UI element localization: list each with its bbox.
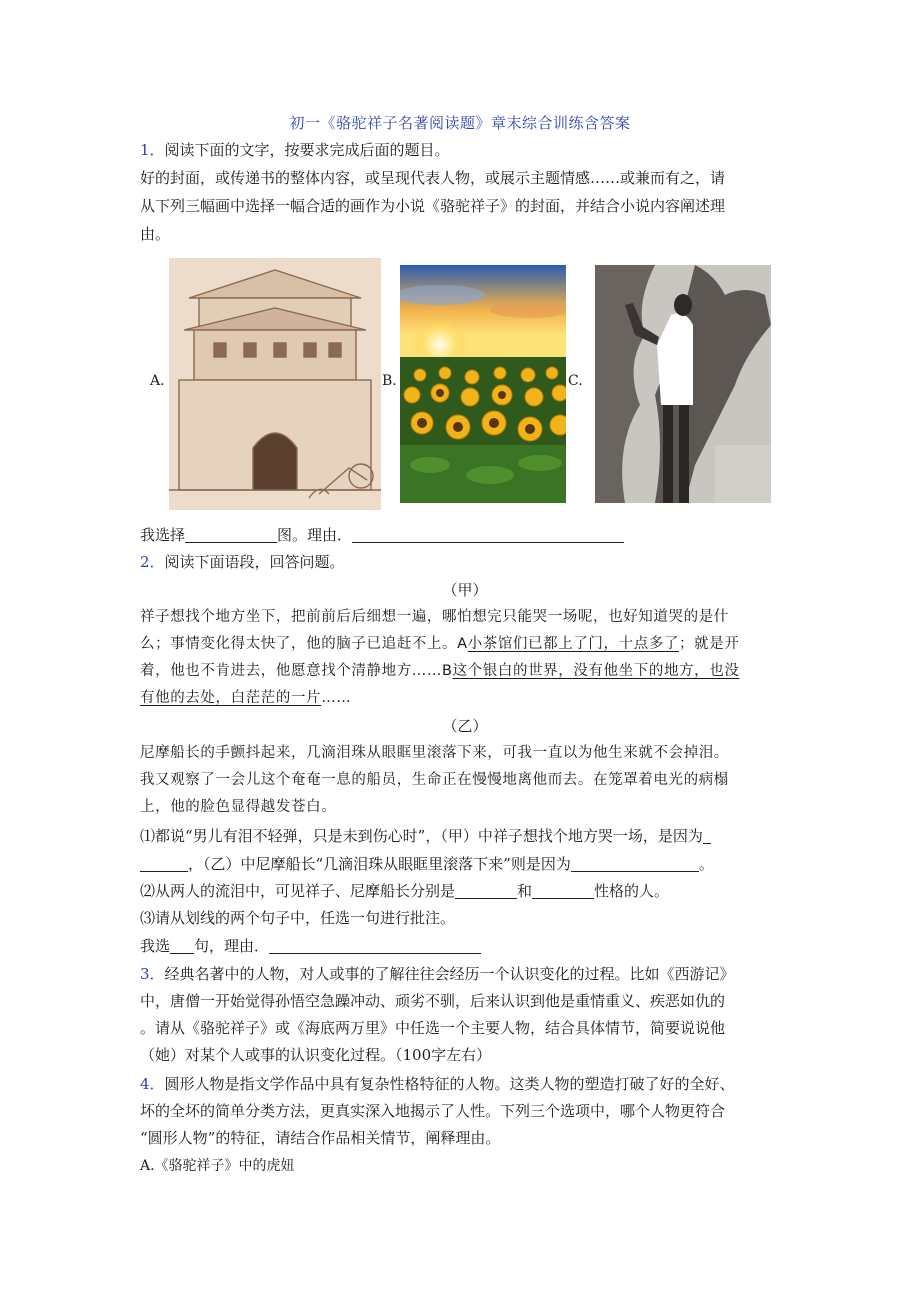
q2-sub1-blank-a-start[interactable] bbox=[703, 827, 711, 844]
q3-line-4: （她）对某个人或事的认识变化过程。（100字左右） bbox=[140, 1046, 492, 1064]
image-b-label: B. bbox=[382, 373, 397, 389]
passage-jia-line-1: 祥子想找个地方坐下，把前前后后细想一遍，哪怕想完只能哭一场呢，也好知道哭的是什 bbox=[140, 609, 729, 625]
q2-sub2-blank-a[interactable] bbox=[455, 882, 517, 899]
passage-jia-text: 么；事情变化得太快了，他的脑子已追赶不上。A bbox=[140, 636, 468, 652]
q2-sub2-end: 性格的人。 bbox=[594, 882, 670, 900]
q3-number: 3． bbox=[140, 965, 165, 983]
q1-body-line-1: 好的封面，或传递书的整体内容，或呈现代表人物，或展示主题情感……或兼而有之，请 bbox=[140, 169, 726, 187]
passage-jia-line-3 bbox=[140, 658, 790, 684]
q1-prompt-line bbox=[140, 137, 790, 163]
q3-text: 经典名著中的人物，对人或事的了解往往会经历一个认识变化的过程。比如《西游记》 bbox=[164, 965, 735, 983]
q4-number: 4． bbox=[140, 1075, 165, 1093]
q2-answer-mid: 句，理由． bbox=[194, 937, 270, 955]
q1-answer-line bbox=[140, 522, 790, 548]
passage-jia-heading: （甲） bbox=[442, 581, 488, 599]
q1-number: 1． bbox=[140, 141, 165, 159]
q2-answer-line bbox=[140, 933, 790, 959]
q2-sub1-line-1 bbox=[140, 823, 790, 849]
image-a-city-gate-sketch bbox=[169, 258, 381, 510]
q2-sub2-blank-b[interactable] bbox=[532, 882, 594, 899]
q2-sub3-line: ⑶请从划线的两个句子中，任选一句进行批注。 bbox=[140, 909, 456, 927]
page-title: 初一《骆驼祥子名著阅读题》章末综合训练含答案 bbox=[289, 114, 631, 132]
image-a-label: A. bbox=[150, 373, 165, 389]
passage-jia-line-2 bbox=[140, 631, 790, 657]
q2-sub2-and: 和 bbox=[517, 882, 533, 900]
q4-line-1 bbox=[140, 1071, 790, 1097]
q1-prompt: 阅读下面的文字，按要求完成后面的题目。 bbox=[164, 141, 450, 159]
q2-sub1-line-2 bbox=[140, 851, 790, 877]
passage-yi-heading: （乙） bbox=[442, 717, 488, 735]
q4-line-3: “圆形人物”的特征，请结合作品相关情节，阐释理由。 bbox=[140, 1129, 501, 1147]
q1-answer-mid: 图。理由． bbox=[277, 526, 353, 544]
passage-jia-text: 着，他也不肯进去，他愿意找个清静地方……B bbox=[140, 663, 453, 679]
q2-sentence-blank[interactable] bbox=[170, 937, 194, 954]
q2-prompt-line bbox=[140, 549, 790, 575]
passage-yi-line-1: 尼摩船长的手颤抖起来，几滴泪珠从眼眶里滚落下来，可我一直以为他生来就不会掉泪。 bbox=[140, 745, 729, 761]
q2-answer-prefix: 我选 bbox=[140, 937, 171, 955]
q2-sub1-blank-b[interactable] bbox=[571, 855, 699, 872]
image-c-label: C. bbox=[568, 373, 583, 389]
q1-reason-blank[interactable] bbox=[352, 526, 624, 543]
q2-sub1-text-2: ，（乙）中尼摩船长“几滴泪珠从眼眶里滚落下来”则是因为 bbox=[188, 855, 571, 873]
image-c-camel-shadow-painting bbox=[595, 265, 771, 503]
underlined-sentence-b-cont: 有他的去处，白茫茫的一片 bbox=[140, 690, 322, 706]
q1-body-line-2: 从下列三幅画中选择一幅合适的画作为小说《骆驼祥子》的封面，并结合小说内容阐述理 bbox=[140, 197, 726, 215]
q4-option-a: A.《骆驼祥子》中的虎妞 bbox=[140, 1158, 295, 1174]
q1-body-line-3: 由。 bbox=[140, 225, 171, 243]
passage-jia-line-4 bbox=[140, 685, 790, 711]
q3-line-3: 。请从《骆驼祥子》或《海底两万里》中任选一个主要人物，结合具体情节，简要说说他 bbox=[140, 1019, 726, 1037]
passage-yi-line-2: 我又观察了一会儿这个奄奄一息的船员，生命正在慢慢地离他而去。在笼罩着电光的病榻 bbox=[140, 772, 729, 788]
passage-jia-text: …… bbox=[321, 690, 352, 706]
q2-prompt: 阅读下面语段，回答问题。 bbox=[164, 553, 345, 571]
q2-sub2-text: ⑵从两人的流泪中，可见祥子、尼摩船长分别是 bbox=[140, 882, 456, 900]
q3-line-2: 中，唐僧一开始觉得孙悟空急躁冲动、顽劣不驯，后来认识到他是重情重义、疾恶如仇的 bbox=[140, 992, 726, 1010]
q2-sub1-blank-a[interactable] bbox=[140, 855, 188, 872]
underlined-sentence-a: 小茶馆们已都上了门，十点多了 bbox=[467, 636, 680, 652]
q4-text: 圆形人物是指文学作品中具有复杂性格特征的人物。这类人物的塑造打破了好的全好、 bbox=[164, 1075, 735, 1093]
image-b-sunflower-field bbox=[400, 265, 566, 503]
q1-choice-blank[interactable] bbox=[185, 526, 277, 543]
q4-line-2: 坏的全坏的简单分类方法，更真实深入地揭示了人性。下列三个选项中，哪个人物更符合 bbox=[140, 1102, 726, 1120]
underlined-sentence-b: 这个银白的世界，没有他坐下的地方，也没 bbox=[452, 663, 740, 679]
q2-sub2-line bbox=[140, 878, 790, 904]
q2-reason-blank[interactable] bbox=[269, 937, 481, 954]
q2-sub1-end: 。 bbox=[698, 855, 714, 873]
q2-number: 2． bbox=[140, 553, 165, 571]
q2-sub1-text: ⑴都说“男儿有泪不轻弹，只是未到伤心时”，（甲）中祥子想找个地方哭一场，是因为 bbox=[140, 827, 703, 845]
passage-yi-line-3: 上，他的脸色显得越发苍白。 bbox=[140, 799, 337, 815]
q3-line-1 bbox=[140, 961, 790, 987]
passage-jia-text: ；就是开 bbox=[679, 636, 740, 652]
q1-answer-prefix: 我选择 bbox=[140, 526, 186, 544]
